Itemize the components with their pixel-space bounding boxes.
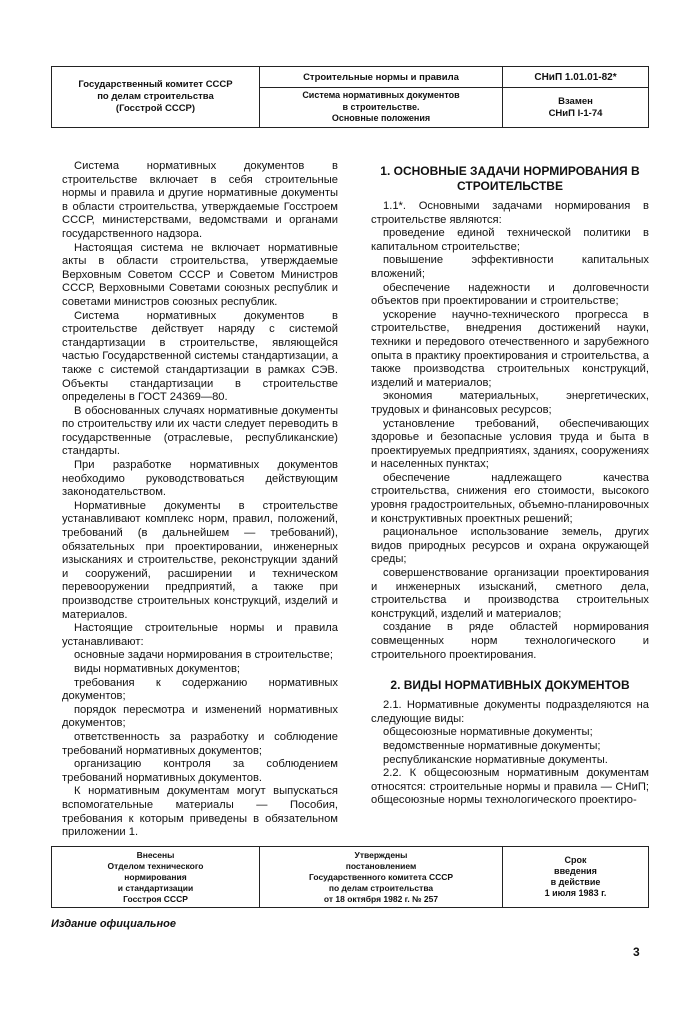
paragraph: Система нормативных документов в строительстве включает в себя строительные нормы и правила и другие нормативные документы в области строительства, утверждаемые Госстроем СССР, министерствами, ведомствами и органами государственного надзора. (62, 160, 338, 240)
footer-approved: Утверждены постановлением Государственного комитета СССР по делам строительства от 18 октября 1982 г. № 257 (260, 847, 503, 907)
list-item: совершенствование организации проектирования и инженерных изысканий, сметного дела, строительства и производства строительных конструкций, изделий и материалов; (371, 567, 649, 620)
list-item: общесоюзные нормативные документы; (383, 726, 593, 739)
paragraph: При разработке нормативных документов необходимо руководствоваться действующим законодательством. (62, 459, 338, 499)
header-table (51, 66, 649, 128)
list-item: ведомственные нормативные документы; (383, 739, 601, 752)
list-item: обеспечение надлежащего качества строительства, снижения его стоимости, высокого уровня градостроительных, объемно-планировочных и конструктивных проектных решений; (371, 471, 649, 525)
kinds-list (371, 726, 649, 767)
list-item: экономия материальных, энергетических, трудовых и финансовых ресурсов; (371, 390, 649, 416)
paragraph: 1.1*. Основными задачами нормирования в строительстве являются: (371, 200, 649, 226)
tasks-list (371, 227, 649, 662)
list-item: рациональное использование земель, других видов природных ресурсов и охрана окружающей среды; (371, 526, 649, 566)
paragraph: В обоснованных случаях нормативные документы по строительству или их части следует переводить в государственные (отраслевые, республиканские) стандарты. (62, 404, 338, 458)
edition-label: Издание официальное (51, 918, 176, 930)
list-item: установление требований, обеспечивающих здоровье и безопасные условия труда и быта в проектируемых предприятиях, зданиях, сооружениях и населенных пунктах; (371, 417, 649, 471)
header-code: СНиП 1.01.01-82* (503, 67, 648, 88)
list-item: ускорение научно-технического прогресса в строительстве, внедрения достижений науки, техники и передового отечественного и зарубежного опыта в практику проектирования и строительства, а также производства строительных конструкций, изделий и материалов; (371, 308, 649, 389)
header-committee: Государственный комитет СССР по делам строительства (Госстрой СССР) (52, 67, 260, 127)
header-doc-title: Система нормативных документов в строительстве. Основные положения (302, 90, 460, 124)
header-code-cell (503, 67, 648, 127)
footer-effective: Срок введения в действие 1 июля 1983 г. (544, 855, 607, 898)
header-series-title: Строительные нормы и правила (260, 67, 502, 88)
list-item: порядок пересмотра и изменений нормативных документов; (62, 703, 338, 730)
footer-table (51, 846, 649, 908)
left-column (62, 160, 338, 840)
section-1-title: 1. ОСНОВНЫЕ ЗАДАЧИ НОРМИРОВАНИЯ В СТРОИТЕЛЬСТВЕ (380, 164, 640, 193)
list-item: основные задачи нормирования в строительстве; (74, 649, 333, 662)
list-item: повышение эффективности капитальных вложений; (371, 254, 649, 280)
list-item: проведение единой технической политики в капитальном строительстве; (371, 227, 649, 253)
header-title-cell (260, 67, 503, 127)
paragraph: Система нормативных документов в строительстве действует наряду с системой стандартизации в строительстве, являющейся частью Государственной системы стандартизации, а также с системой стандартизации в рамках СЭВ. Объекты стандартизации в строительстве определены в ГОСТ 24369—80. (62, 309, 338, 404)
paragraph: 2.2. К общесоюзным нормативным документам относятся: строительные нормы и правила — СНиП; общесоюзные нормы технологического проектиро- (371, 767, 649, 807)
page-number: 3 (633, 945, 640, 959)
list-item: виды нормативных документов; (74, 662, 240, 675)
paragraph: Нормативные документы в строительстве устанавливают комплекс норм, правил, положений, требований (в дальнейшем — требований), обязательных при проектировании, инженерных изысканиях и строительстве, реконструкции зданий и сооружений, расширении и техническом перевооружении предприятий, а также при производстве строительных конструкций, изделий и материалов. (62, 499, 338, 621)
list-item: республиканские нормативные документы. (383, 753, 608, 766)
list-item: ответственность за разработку и соблюдение требований нормативных документов; (62, 730, 338, 757)
footer-submitted: Внесены Отделом технического нормирования и стандартизации Госстроя СССР (52, 847, 260, 907)
paragraph: Настоящая система не включает нормативные акты в области строительства, утверждаемые Верховным Советом СССР и Советом Министров СССР, Верховными Советами союзных республик и советами министров союзных республик. (62, 241, 338, 308)
scope-list (62, 649, 338, 785)
list-item: создание в ряде областей нормирования совмещенных норм технологического и строительного проектирования. (371, 621, 649, 661)
header-replaces: Взамен СНиП I-1-74 (548, 95, 603, 119)
paragraph: Настоящие строительные нормы и правила устанавливают: (62, 622, 338, 648)
list-item: обеспечение надежности и долговечности объектов при проектировании и строительстве; (371, 281, 649, 308)
paragraph: К нормативным документам могут выпускаться вспомогательные материалы — Пособия, требования к которым приведены в обязательном приложении 1. (62, 785, 338, 839)
section-2-title: 2. ВИДЫ НОРМАТИВНЫХ ДОКУМЕНТОВ (390, 678, 630, 693)
right-column (371, 160, 649, 808)
paragraph: 2.1. Нормативные документы подразделяются на следующие виды: (371, 699, 649, 725)
list-item: требования к содержанию нормативных документов; (62, 676, 338, 703)
list-item: организацию контроля за соблюдением требований нормативных документов. (62, 758, 338, 784)
